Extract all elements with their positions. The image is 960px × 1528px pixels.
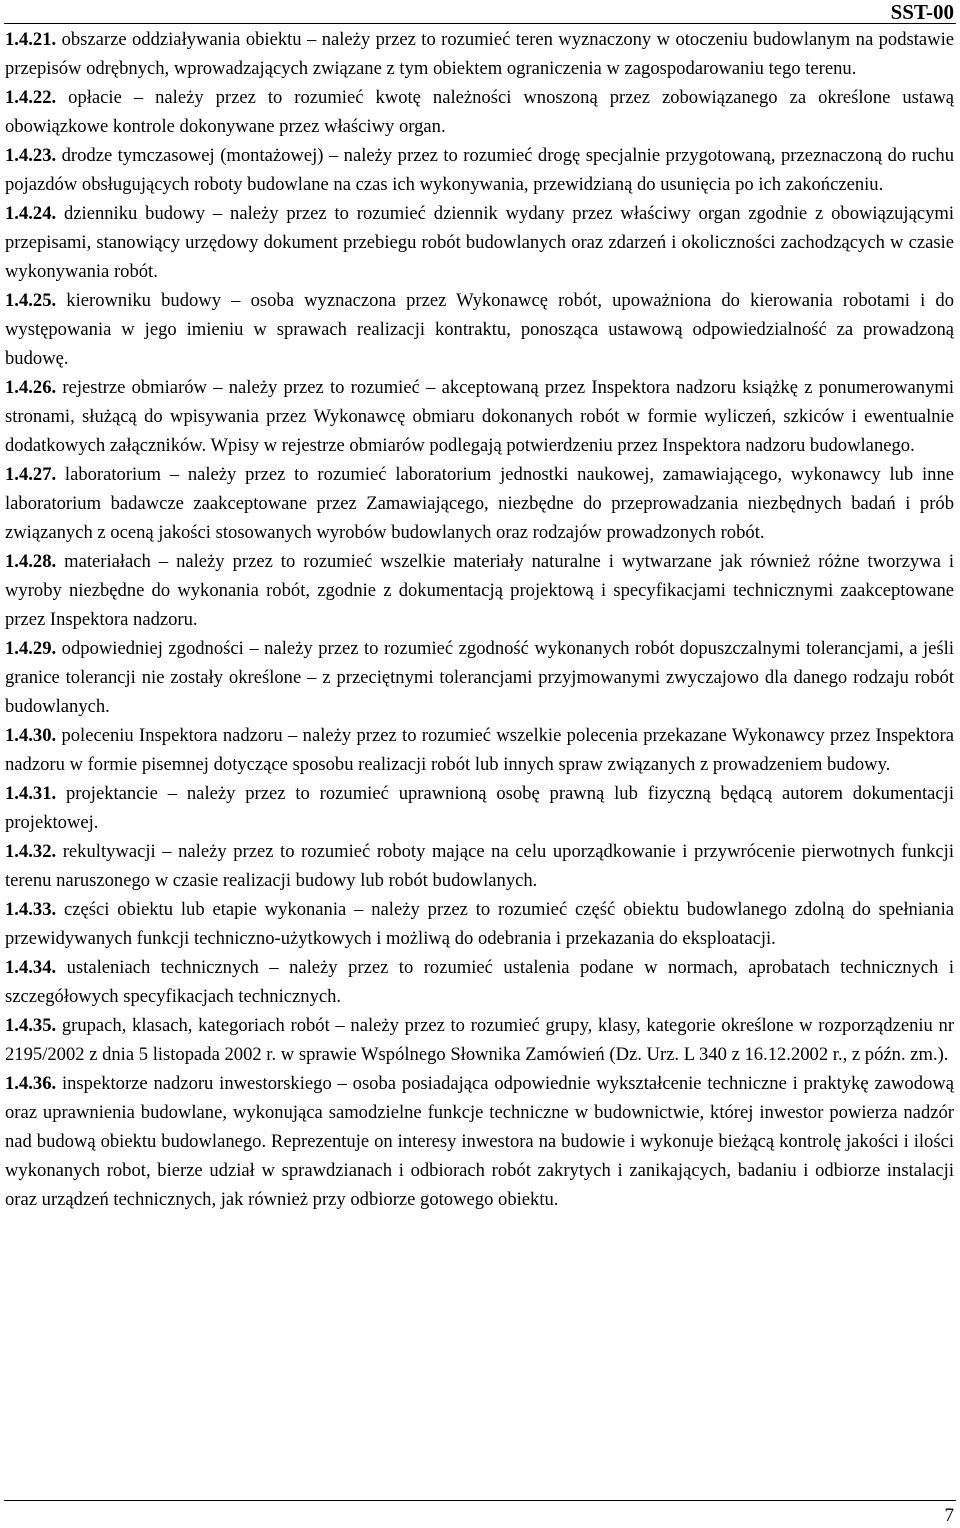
definition-number: 1.4.33.	[5, 899, 57, 920]
definition-item	[5, 895, 954, 953]
definition-text: odpowiedniej zgodności – należy przez to rozumieć zgodność wykonanych robót dopuszczalnymi tolerancjami, a jeśli granice tolerancji nie zostały określone – z przeciętnymi tolerancjami przyjmowanymi zwyczajowo dla danego rodzaju robót budowlanych.	[5, 638, 954, 717]
definition-text: obszarze oddziaływania obiektu – należy przez to rozumieć teren wyznaczony w otoczeniu budowlanym na podstawie przepisów odrębnych, wprowadzających związane z tym obiektem ograniczenia w zagospodarowaniu tego terenu.	[5, 29, 955, 79]
definition-number: 1.4.24.	[5, 203, 57, 224]
definition-number: 1.4.28.	[5, 551, 57, 572]
page-number: 7	[944, 1505, 954, 1526]
definition-item	[5, 141, 954, 199]
definition-item	[5, 373, 954, 460]
definition-item	[5, 779, 954, 837]
definition-number: 1.4.36.	[5, 1073, 57, 1094]
definition-number: 1.4.25.	[5, 290, 57, 311]
definition-text: rejestrze obmiarów – należy przez to rozumieć – akceptowaną przez Inspektora nadzoru książkę z ponumerowanymi stronami, służącą do wpisywania przez Wykonawcę obmiaru dokonanych robót w formie wyliczeń, szkiców i ewentualnie dodatkowych załączników. Wpisy w rejestrze obmiarów podlegają potwierdzeniu przez Inspektora nadzoru budowlanego.	[5, 377, 955, 456]
definition-text: grupach, klasach, kategoriach robót – należy przez to rozumieć grupy, klasy, kategorie określone w rozporządzeniu nr 2195/2002 z dnia 5 listopada 2002 r. w sprawie Wspólnego Słownika Zamówień (Dz. Urz. L 340 z 16.12.2002 r., z późn. zm.).	[5, 1015, 955, 1065]
definition-number: 1.4.22.	[5, 87, 57, 108]
header-divider	[4, 23, 956, 24]
definition-item	[5, 837, 954, 895]
definition-text: projektancie – należy przez to rozumieć uprawnioną osobę prawną lub fizyczną będącą autorem dokumentacji projektowej.	[5, 783, 954, 833]
definition-item	[5, 199, 954, 286]
document-code: SST-00	[890, 0, 954, 24]
definition-text: ustaleniach technicznych – należy przez to rozumieć ustalenia podane w normach, aprobatach technicznych i szczegółowych specyfikacjach technicznych.	[5, 957, 954, 1007]
definition-number: 1.4.26.	[5, 377, 57, 398]
definition-number: 1.4.27.	[5, 464, 57, 485]
footer-divider	[4, 1500, 956, 1501]
definition-item	[5, 953, 954, 1011]
definition-text: opłacie – należy przez to rozumieć kwotę należności wnoszoną przez zobowiązanego za określone ustawą obowiązkowe kontrole dokonywane przez właściwy organ.	[5, 87, 954, 137]
definition-text: dzienniku budowy – należy przez to rozumieć dziennik wydany przez właściwy organ zgodnie z obowiązującymi przepisami, stanowiący urzędowy dokument przebiegu robót budowlanych oraz zdarzeń i okoliczności zachodzących w czasie wykonywania robót.	[5, 203, 954, 282]
definition-item	[5, 1069, 954, 1214]
definition-text: inspektorze nadzoru inwestorskiego – osoba posiadająca odpowiednie wykształcenie techniczne i praktykę zawodową oraz uprawnienia budowlane, wykonująca samodzielne funkcje techniczne w budownictwie, której inwestor powierza nadzór nad budową obiektu budowlanego. Reprezentuje on interesy inwestora na budowie i wykonuje bieżącą kontrolę jakości i ilości wykonanych robot, bierze udział w sprawdzianach i odbiorach robót zakrytych i zanikających, badaniu i odbiorze instalacji oraz urządzeń technicznych, jak również przy odbiorze gotowego obiektu.	[5, 1073, 954, 1210]
definition-number: 1.4.23.	[5, 145, 57, 166]
definition-text: kierowniku budowy – osoba wyznaczona przez Wykonawcę robót, upoważniona do kierowania robotami i do występowania w jego imieniu w sprawach realizacji kontraktu, ponosząca ustawową odpowiedzialność za prowadzoną budowę.	[5, 290, 954, 369]
definition-text: materiałach – należy przez to rozumieć wszelkie materiały naturalne i wytwarzane jak również różne tworzywa i wyroby niezbędne do wykonania robót, zgodnie z dokumentacją projektową i specyfikacjami technicznymi zaakceptowane przez Inspektora nadzoru.	[5, 551, 954, 630]
definition-item	[5, 547, 954, 634]
definition-number: 1.4.32.	[5, 841, 57, 862]
definition-number: 1.4.35.	[5, 1015, 57, 1036]
definition-item	[5, 1011, 954, 1069]
definitions-list	[5, 25, 954, 1214]
definition-number: 1.4.29.	[5, 638, 57, 659]
definition-text: poleceniu Inspektora nadzoru – należy przez to rozumieć wszelkie polecenia przekazane Wykonawcy przez Inspektora nadzoru w formie pisemnej dotyczące sposobu realizacji robót lub innych spraw związanych z prowadzeniem budowy.	[5, 725, 954, 775]
definition-text: laboratorium – należy przez to rozumieć laboratorium jednostki naukowej, zamawiającego, wykonawcy lub inne laboratorium badawcze zaakceptowane przez Zamawiającego, niezbędne do przeprowadzania niezbędnych badań i prób związanych z oceną jakości stosowanych wyrobów budowlanych oraz rodzajów prowadzonych robót.	[5, 464, 954, 543]
definition-item	[5, 721, 954, 779]
definition-text: części obiektu lub etapie wykonania – należy przez to rozumieć część obiektu budowlanego zdolną do spełniania przewidywanych funkcji techniczno-użytkowych i możliwą do odebrania i przekazania do eksploatacji.	[5, 899, 954, 949]
definition-text: rekultywacji – należy przez to rozumieć roboty mające na celu uporządkowanie i przywrócenie pierwotnych funkcji terenu naruszonego w czasie realizacji budowy lub robót budowlanych.	[5, 841, 954, 891]
definition-number: 1.4.21.	[5, 29, 57, 50]
definition-number: 1.4.34.	[5, 957, 57, 978]
definition-number: 1.4.31.	[5, 783, 57, 804]
definition-item	[5, 634, 954, 721]
definition-text: drodze tymczasowej (montażowej) – należy przez to rozumieć drogę specjalnie przygotowaną, przeznaczoną do ruchu pojazdów obsługujących roboty budowlane na czas ich wykonywania, przewidzianą do usunięcia po ich zakończeniu.	[5, 145, 954, 195]
definition-item	[5, 286, 954, 373]
definition-item	[5, 83, 954, 141]
definition-number: 1.4.30.	[5, 725, 57, 746]
definition-item	[5, 25, 954, 83]
definition-item	[5, 460, 954, 547]
